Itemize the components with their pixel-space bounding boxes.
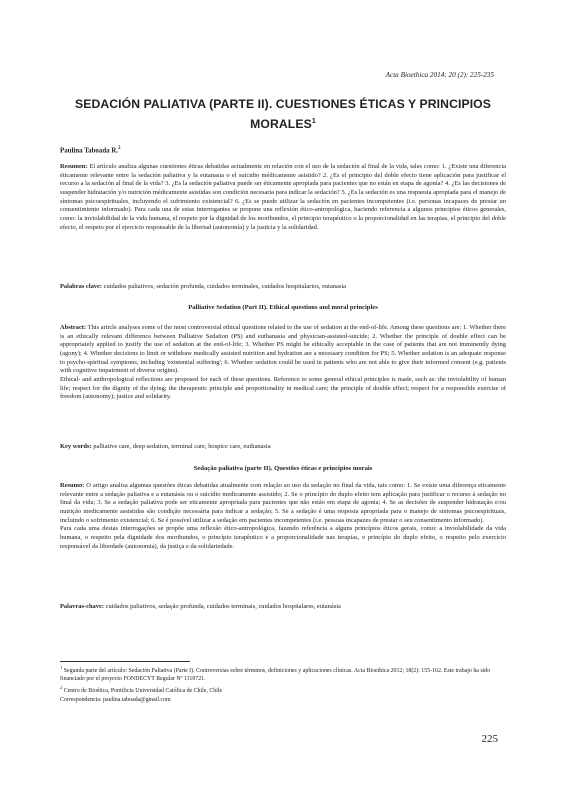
resumo-text: O artigo analisa algumas questões éticas debatidas atualmente com relação ao uso da sedação no final da vida, tais como: 1. Se existe uma diferença eticamente relevante entre a sedação paliativa e a eutanásia ou o suicídio medicamente assistido; 2. Se o princípio do duplo efeito tem aplicação para justificar o recurso à sedação no final da vida; 3. Se a sedação paliativa pode ser eticamente apropriada para pacientes que não estão em etapa de agonia; 4. Se as decisões de suspender hidratação e/ou nutrição medicamente assistidas são condição necessária para indicar a sedação; 5. Se a sedação é uma resposta apropriada para o manejo de sintomas psicoespirituais, incluindo o sofrimento existencial; 6. Se é possível utilizar a sedação em pacientes incompetentes (i.e. pessoas incapazes de prestar o seu consentimento informado). (60, 482, 506, 524)
resumo-label: Resumo: (60, 482, 85, 489)
key-words-section (60, 443, 506, 452)
palabras-clave-text: cuidados paliativos, sedación profunda, cuidados terminales, cuidados hospitalarios, eutanasia (102, 283, 347, 290)
resumen-text: El artículo analiza algunas cuestiones éticas debatidas actualmente en relación con el uso de la sedación al final de la vida, tales como: 1. ¿Existe una diferencia éticamente relevante entre la sedación paliativa y la eutanasia o el suicidio médicamente asistido? 2. ¿Es el principio del doble efecto tiene aplicación para justificar el recurso a la sedación al final de la vida? 3. ¿Es la sedación paliativa puede ser éticamente apropiada para pacientes que no están en etapa de agonía? 4. ¿Es las decisiones de suspender hidratación y/o nutrición médicamente asistidas son condición necesaria para indicar la sedación? 5. ¿Es la sedación es una respuesta apropiada para el manejo de síntomas psicoespirituales, incluyendo el sufrimiento existencial? 6. ¿Es se puede utilizar la sedación en pacientes incompetentes (i.e. personas incapaces de prestar un consentimiento informado). Para cada una de estas interrogantes se propone una reflexión ético-antropológica, haciendo referencia a algunos principios éticos generales, como: la inviolabilidad de la vida humana, el respeto por la dignidad de los moribundos, el principio terapéutico o la proporcionalidad en las terapias, el principio del doble efecto, el respeto por el ejercicio responsable de la libertad (autonomía) y la justicia y la solidaridad. (60, 163, 506, 231)
correspondence: Correspondencia: paulina.taboada@gmail.com (60, 697, 171, 704)
footnote-1-marker: 1 (60, 665, 63, 670)
title-footnote-marker: 1 (311, 118, 316, 125)
abstract-text-2: Ethical- and anthropological reflections are proposed for each of these questions. Reference to some general ethical principles is made, such as: the inviolability of human life; respect for the dignity of the dying; the therapeutic principle and proportionality in medical care; the principle of double effect; respect for a responsible exercise of freedom (autonomy); justice and solidarity. (60, 375, 506, 401)
resumo-section (60, 482, 506, 551)
palabras-clave-section (60, 283, 506, 292)
footnote-2-marker: 2 (60, 685, 63, 691)
portuguese-title-heading: Sedação paliativa (parte II). Questões éticas e princípios morais (193, 465, 373, 472)
key-words-label: Key words: (60, 443, 92, 450)
journal-reference: Acta Bioethica 2014; 20 (2): 225-235 (385, 71, 494, 79)
resumen-section (60, 163, 506, 232)
footnote-1 (60, 664, 506, 683)
resumen-label: Resumen: (60, 163, 88, 170)
article-title-text: SEDACIÓN PALIATIVA (PARTE II). CUESTIONES ÉTICAS Y PRINCIPIOS MORALES (74, 97, 491, 132)
footnote-1-text: Segunda parte del artículo: Sedación Paliativa (Parte I). Controversias sobre términos, definiciones y aplicaciones clínicas. Acta Bioethica 2012; 18(2): 155-162. Este trabajo ha sido financiado por el proyecto FONDECYT Regular Nº 1110721. (60, 667, 491, 682)
article-title (60, 96, 506, 133)
footnote-2-text: Centro de Bioética, Pontificia Universidad Católica de Chile, Chile (62, 688, 223, 695)
palavras-chave-section (60, 603, 506, 612)
page-number: 225 (481, 733, 498, 745)
resumo-text-2: Para cada uma destas interrogações se propõe uma reflexão ético-antropológica, fazendo referência a alguns princípios éticos gerais, como: a inviolabilidade da vida humana, o respeito pela dignidade dos moribundos, o princípio terapêutico e a proporcionalidade nas terapias, o princípio do duplo efeito, o respeito pelo exercício responsável da liberdade (autonomia), da justiça e da solidariedade. (60, 525, 506, 550)
author-line (60, 146, 121, 154)
footnote-2 (60, 684, 506, 696)
palavras-chave-text: cuidados paliativos, sedação profunda, cuidados terminais, cuidados hospitalares, eutanásia (103, 603, 341, 610)
palavras-chave-label: Palavras-chave: (60, 603, 104, 610)
abstract-text: This article analyses some of the most controversial ethical questions related to the use of sedation at the end-of-life. Among these questions are: 1. Whether there is an ethically relevant difference between Palliative Sedation (PS) and euthanasia and physician-assisted-suicide; 2. Whether the principle of double effect can be appropriately applied to justify the use of sedation at the end-of-life; 3. Whether PS might be ethically acceptable in the case of patients that are not imminently dying (agony); 4. Whether decisions to limit or withdraw medically assisted nutrition and hydration are a necessary condition for PS; 5. Whether sedation is an adequate response to psycho-spiritual symptoms, including 'existential suffering'; 6. Whether sedation could be used in patients who are not able to give their informed consent (e.g. patients with cognitive impairment of diverse origins). (60, 324, 506, 375)
abstract-label: Abstract: (60, 324, 87, 331)
key-words-text: palliative care, deep sedation, terminal care, hospice care, euthanasia (91, 443, 271, 450)
palabras-clave-label: Palabras clave: (60, 283, 103, 290)
author-name: Paulina Taboada R. (60, 147, 119, 155)
abstract-section (60, 324, 506, 402)
footnotes (60, 664, 506, 706)
author-footnote-marker: 2 (118, 146, 121, 151)
english-title-heading: Palliative Sedation (Part II). Ethical questions and moral principles (188, 304, 378, 311)
footnote-divider (60, 661, 190, 662)
